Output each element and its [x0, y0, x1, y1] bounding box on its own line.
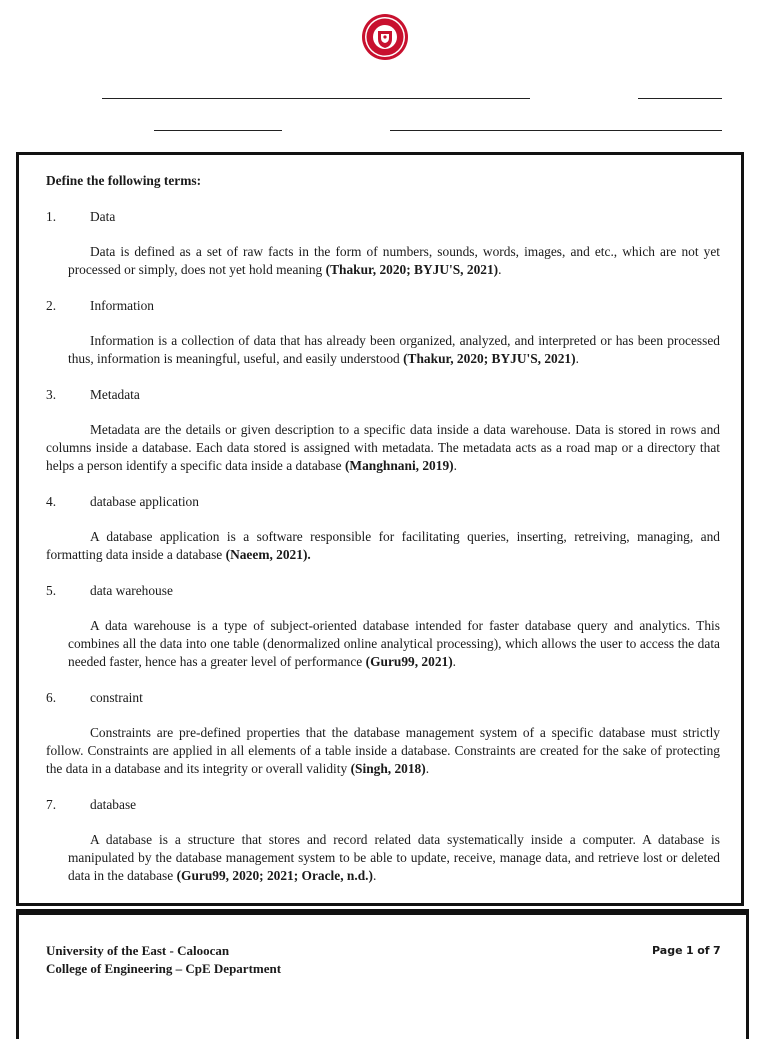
- citation: (Thakur, 2020; BYJU'S, 2021): [403, 351, 576, 366]
- term-name: Information: [90, 298, 154, 313]
- name-blank-line: [102, 98, 530, 99]
- term-number: 7.: [46, 797, 57, 812]
- term-definition: [46, 243, 720, 279]
- definition-text: Metadata are the details or given description to a specific data inside a data warehouse. Data is stored in rows and columns inside a database. Each data stored is assigned with metadata. The metadata acts as a road map or a directory that helps a person identify a specific data inside a database: [46, 422, 720, 473]
- term-title: [46, 493, 720, 511]
- term-definition: [46, 831, 720, 885]
- term-definition: [46, 528, 720, 564]
- term-name: database application: [90, 494, 199, 509]
- term-number: 5.: [46, 583, 57, 598]
- page-word: Page: [652, 944, 683, 957]
- term-block-4: [46, 493, 720, 564]
- term-number: 2.: [46, 298, 57, 313]
- definition-text: A data warehouse is a type of subject-oriented database intended for faster database query and analytics. This combines all the data into one table (denormalized online analytical processing), which allows the user to access the data needed faster, hence has a greater level of performance: [68, 618, 720, 669]
- definition-text: Constraints are pre-defined properties that the database management system of a specific database must strictly follow. Constraints are applied in all elements of a table inside a database. Constraints are created for the sake of protecting the data in a database and its integrity or overall validity: [46, 725, 720, 776]
- footer-university: University of the East - Caloocan: [46, 943, 230, 958]
- university-seal-icon: [361, 13, 409, 61]
- term-name: Metadata: [90, 387, 140, 402]
- definition-text: A database application is a software responsible for facilitating queries, inserting, retreiving, managing, and formatting data inside a database: [46, 529, 720, 562]
- term-title: [46, 208, 720, 226]
- definition-end: .: [453, 458, 457, 473]
- page-total: 7: [713, 944, 721, 957]
- term-title: [46, 582, 720, 600]
- term-definition: [46, 332, 720, 368]
- definition-end: .: [452, 654, 457, 669]
- definition-end: .: [575, 351, 579, 366]
- section-blank-line: [154, 130, 282, 131]
- citation: (Naeem, 2021).: [225, 547, 311, 562]
- term-block-3: [46, 386, 720, 475]
- term-title: [46, 297, 720, 315]
- term-title: [46, 689, 720, 707]
- definition-end: .: [498, 262, 502, 277]
- definition-end: .: [372, 868, 377, 883]
- citation: (Manghnani, 2019): [344, 458, 454, 473]
- definition-text: Information is a collection of data that has already been organized, analyzed, and interpreted or has been processed thus, information is meaningful, useful, and easily understood: [68, 333, 720, 366]
- term-number: 4.: [46, 494, 57, 509]
- term-number: 1.: [46, 209, 57, 224]
- citation: (Singh, 2018): [350, 761, 426, 776]
- term-definition: [46, 724, 720, 778]
- term-title: [46, 796, 720, 814]
- term-name: constraint: [90, 690, 143, 705]
- term-name: Data: [90, 209, 116, 224]
- term-block-1: [46, 208, 720, 279]
- term-block-7: [46, 796, 720, 885]
- page-indicator: [652, 942, 721, 960]
- citation: (Thakur, 2020; BYJU'S, 2021): [325, 262, 499, 277]
- citation: (Guru99, 2020; 2021; Oracle, n.d.): [176, 868, 373, 883]
- instructions-heading: Define the following terms:: [46, 173, 202, 188]
- instructor-blank-line: [390, 130, 722, 131]
- of-word: of: [697, 944, 710, 957]
- definition-end: .: [425, 761, 430, 776]
- term-number: 3.: [46, 387, 57, 402]
- term-block-6: [46, 689, 720, 778]
- term-name: data warehouse: [90, 583, 173, 598]
- term-block-5: [46, 582, 720, 671]
- date-blank-line: [638, 98, 722, 99]
- term-number: 6.: [46, 690, 57, 705]
- footer-institution: [46, 942, 281, 978]
- definition-text: A database is a structure that stores and record related data systematically inside a computer. A database is manipulated by the database management system to be able to update, receive, manage data, and retrieve lost or deleted data in the database: [68, 832, 720, 883]
- term-name: database: [90, 797, 137, 812]
- term-definition: [46, 421, 720, 475]
- term-title: [46, 386, 720, 404]
- term-definition: [46, 617, 720, 671]
- citation: (Guru99, 2021): [365, 654, 453, 669]
- term-block-2: [46, 297, 720, 368]
- definition-text: Data is defined as a set of raw facts in the form of numbers, sounds, words, images, and etc., which are not yet processed or simply, does not yet hold meaning: [68, 244, 720, 277]
- terms-content: [46, 172, 720, 903]
- footer-college: College of Engineering – CpE Department: [46, 961, 282, 976]
- page-number: 1: [686, 944, 694, 957]
